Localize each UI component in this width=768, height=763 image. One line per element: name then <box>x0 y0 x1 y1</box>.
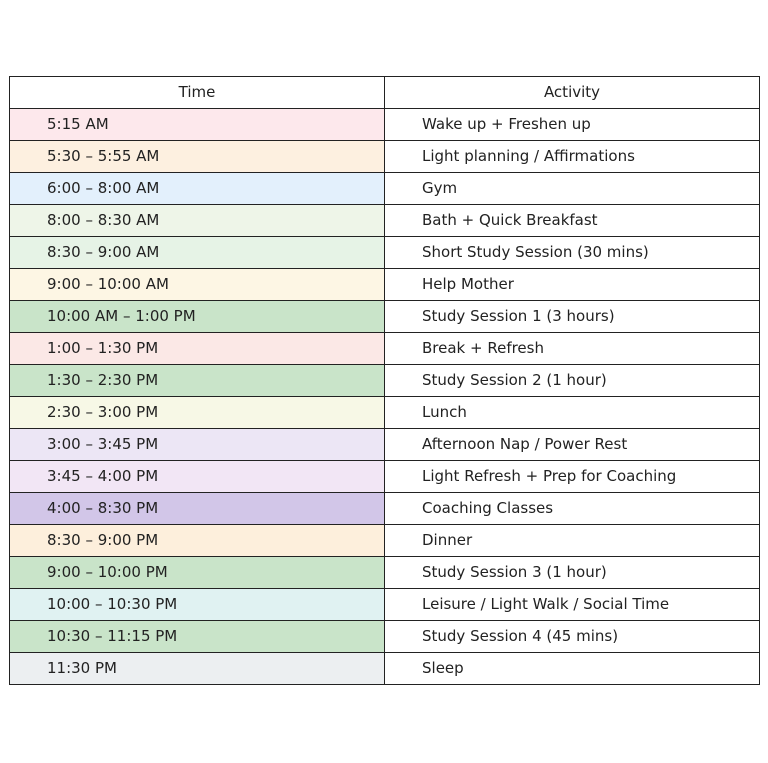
activity-cell: Study Session 4 (45 mins) <box>385 621 760 653</box>
activity-cell: Coaching Classes <box>385 493 760 525</box>
table-row <box>10 173 760 205</box>
activity-cell: Leisure / Light Walk / Social Time <box>385 589 760 621</box>
table-body <box>10 109 760 685</box>
activity-cell: Study Session 1 (3 hours) <box>385 301 760 333</box>
activity-cell: Study Session 2 (1 hour) <box>385 365 760 397</box>
table-row <box>10 365 760 397</box>
header-time: Time <box>10 77 385 109</box>
time-cell: 5:30 – 5:55 AM <box>10 141 385 173</box>
time-cell: 9:00 – 10:00 PM <box>10 557 385 589</box>
time-cell: 8:00 – 8:30 AM <box>10 205 385 237</box>
time-cell: 4:00 – 8:30 PM <box>10 493 385 525</box>
activity-cell: Bath + Quick Breakfast <box>385 205 760 237</box>
time-cell: 6:00 – 8:00 AM <box>10 173 385 205</box>
table-row <box>10 301 760 333</box>
time-cell: 1:30 – 2:30 PM <box>10 365 385 397</box>
time-cell: 2:30 – 3:00 PM <box>10 397 385 429</box>
time-cell: 5:15 AM <box>10 109 385 141</box>
table-row <box>10 109 760 141</box>
table-row <box>10 429 760 461</box>
table-row <box>10 557 760 589</box>
time-cell: 10:00 – 10:30 PM <box>10 589 385 621</box>
table-row <box>10 621 760 653</box>
header-row <box>10 77 760 109</box>
table-row <box>10 237 760 269</box>
table-row <box>10 397 760 429</box>
activity-cell: Study Session 3 (1 hour) <box>385 557 760 589</box>
table-row <box>10 525 760 557</box>
activity-cell: Lunch <box>385 397 760 429</box>
activity-cell: Sleep <box>385 653 760 685</box>
time-cell: 1:00 – 1:30 PM <box>10 333 385 365</box>
time-cell: 8:30 – 9:00 AM <box>10 237 385 269</box>
header-activity: Activity <box>385 77 760 109</box>
activity-cell: Light planning / Affirmations <box>385 141 760 173</box>
activity-cell: Light Refresh + Prep for Coaching <box>385 461 760 493</box>
time-cell: 8:30 – 9:00 PM <box>10 525 385 557</box>
activity-cell: Short Study Session (30 mins) <box>385 237 760 269</box>
table-row <box>10 589 760 621</box>
time-cell: 10:30 – 11:15 PM <box>10 621 385 653</box>
activity-cell: Dinner <box>385 525 760 557</box>
schedule-table <box>9 76 760 685</box>
table-row <box>10 269 760 301</box>
table-row <box>10 333 760 365</box>
table-row <box>10 141 760 173</box>
time-cell: 3:00 – 3:45 PM <box>10 429 385 461</box>
activity-cell: Afternoon Nap / Power Rest <box>385 429 760 461</box>
table-row <box>10 461 760 493</box>
activity-cell: Gym <box>385 173 760 205</box>
time-cell: 11:30 PM <box>10 653 385 685</box>
time-cell: 3:45 – 4:00 PM <box>10 461 385 493</box>
table-row <box>10 653 760 685</box>
table-row <box>10 493 760 525</box>
table-header <box>10 77 760 109</box>
time-cell: 9:00 – 10:00 AM <box>10 269 385 301</box>
time-cell: 10:00 AM – 1:00 PM <box>10 301 385 333</box>
activity-cell: Break + Refresh <box>385 333 760 365</box>
table-row <box>10 205 760 237</box>
activity-cell: Wake up + Freshen up <box>385 109 760 141</box>
activity-cell: Help Mother <box>385 269 760 301</box>
